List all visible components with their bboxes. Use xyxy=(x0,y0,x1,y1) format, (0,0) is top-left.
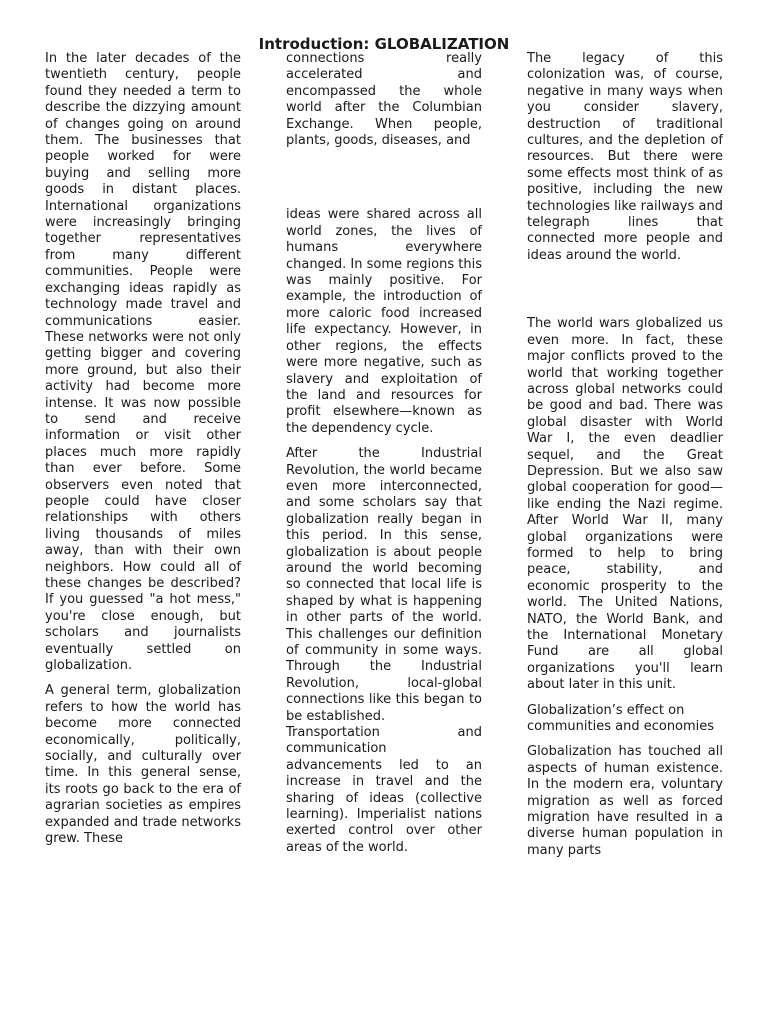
page-title: Introduction: GLOBALIZATION xyxy=(258,35,510,53)
paragraph-world-wars: The world wars globalized us even more. In fact, these major conflicts proved to the world that working together across global networks could be good and bad. There was global disaster with World War I, the even deadlier sequel, and the Great Depression. But we also saw global cooperation for good—like ending the Nazi regime. After World War II, many global organizations were formed to help to bring peace, stability, and economic prosperity to the world. The United Nations, NATO, the World Bank, and the International Monetary Fund are all global organizations you'll learn about later in this unit. xyxy=(527,316,723,693)
paragraph-ideas-shared: ideas were shared across all world zones, the lives of humans everywhere changed. In some regions this was mainly positive. For example, the introduction of more caloric food increased life expectancy. However, in other regions, the effects were more negative, such as slavery and exploitation of the land and resources for profit elsewhere—known as the dependency cycle. xyxy=(286,207,482,436)
paragraph-term-origin: In the later decades of the twentieth century, people found they needed a term to describe the dizzying amount of changes going on around them. The businesses that people worked for were buying and selling more goods in distant places. International organizations were increasingly bringing together representatives from many different communities. People were exchanging ideas rapidly as technology made travel and communications easier. These networks were not only getting bigger and covering more ground, but also their activity had become more intense. It was now possible to send and receive information or visit other places much more rapidly than ever before. Some observers even noted that people could have closer relationships with others living thousands of miles away, than with their own neighbors. How could all of these changes be described? If you guessed "a hot mess," you're close enough, but scholars and journalists eventually settled on globalization. xyxy=(45,51,241,674)
paragraph-transportation: Transportation and communication advancements led to an increase in travel and the sharing of ideas (collective learning). Imperialist nations exerted control over other areas of the world. xyxy=(286,725,482,855)
section-heading-effects: Globalization’s effect on communities and economies xyxy=(527,702,715,735)
text-column-2 xyxy=(286,51,482,865)
paragraph-columbian-exchange: connections really accelerated and encompassed the whole world after the Columbian Exchange. When people, plants, goods, diseases, and xyxy=(286,51,482,149)
text-column-1 xyxy=(45,51,241,857)
paragraph-general-term: A general term, globalization refers to how the world has become more connected economically, politically, socially, and culturally over time. In this general sense, its roots go back to the era of agrarian societies as empires expanded and trade networks grew. These xyxy=(45,683,241,847)
paragraph-colonization-legacy: The legacy of this colonization was, of course, negative in many ways when you consider slavery, destruction of traditional cultures, and the depletion of resources. But there were some effects most think of as positive, including the new technologies like railways and telegraph lines that connected more people and ideas around the world. xyxy=(527,51,723,263)
paragraph-industrial-revolution: After the Industrial Revolution, the world became even more interconnected, and some scholars say that globalization really began in this period. In this sense, globalization is about people around the world becoming so connected that local life is shaped by what is happening in other parts of the world. This challenges our definition of community in some ways. Through the Industrial Revolution, local-global connections like this began to be established. xyxy=(286,446,482,724)
paragraph-human-existence: Globalization has touched all aspects of human existence. In the modern era, voluntary migration as well as forced migration have resulted in a diverse human population in many parts xyxy=(527,744,723,858)
text-column-3 xyxy=(527,51,723,868)
